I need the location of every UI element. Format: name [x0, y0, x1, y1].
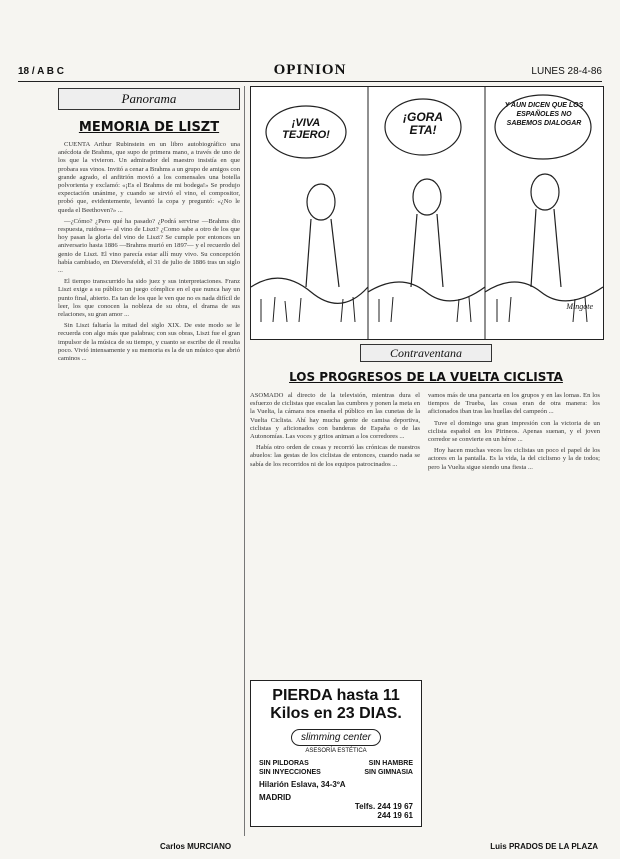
ad-features-row-2	[259, 769, 413, 776]
ad-brand: slimming center	[291, 729, 381, 746]
ad-headline-2: Kilos en 23 DIAS.	[270, 705, 402, 722]
ad-feature: SIN HAMBRE	[368, 760, 413, 767]
ad-phone: 244 19 61	[377, 811, 413, 820]
paragraph: El tiempo transcurrido ha sido juez y sus interpretaciones. Franz Liszt exige a su público un juego cómplice en el que nunca hay un punto final, abierto. Es tan de los que le ven que no es nada difícil de leer, los que conocen la nobleza de su obra, el drama de sus relaciones, su gran amor ...	[58, 278, 240, 319]
right-column-2	[428, 392, 600, 475]
paragraph: Sin Liszt faltaría la mitad del siglo XIX. De este modo se le recuerda con algo más que palabras; con sus obras, Liszt fue el gran impulsor de la música de su tiempo, y cuanto se escribe de él resulta poco. Vivió intensamente y su memoria es la de un músico que abrió caminos ...	[58, 322, 240, 363]
bubble-3: Y AUN DICEN QUE LOS ESPAÑOLES NO SABEMOS DIALOGAR	[504, 102, 584, 127]
left-column	[58, 88, 240, 366]
paragraph: —¿Cómo? ¿Pero qué ha pasado? ¿Podrá servirse —Brahms dio respuesta, ruidosa— al vino de Liszt? ¿Como sabe a otro de los que hoy pasan la gloria del vino de Liszt? Se cumple por entonces un aniversario hasta 1886 —Brahms murió en 1897— y el recuerdo del genio de Liszt. El vino parecía estar allí muy vivo. Su concepción había cambiado, en Dieversfeldt, el 31 de julio de 1886 tras un siglo ...	[58, 217, 240, 275]
right-signature: Luis PRADOS DE LA PLAZA	[490, 842, 598, 851]
advertisement	[250, 680, 422, 827]
paragraph: Hoy hacen muchas veces los ciclistas un poco el papel de los actores en la pantalla. Es la vida, la del ciclismo y la de todos; pero la Vuelta sigue siendo una fiesta ...	[428, 447, 600, 471]
article-title: MEMORIA DE LISZT	[78, 120, 220, 135]
contraventana-label: Contraventana	[360, 344, 492, 362]
header-rule	[18, 81, 602, 82]
ad-phone: Telfs. 244 19 67	[354, 802, 413, 811]
page-number: 18 / A B C	[18, 66, 64, 77]
ad-features-row-1	[259, 760, 413, 767]
section-title: OPINION	[273, 62, 347, 78]
article-body	[58, 141, 240, 363]
ad-feature: SIN INYECCIONES	[259, 769, 321, 776]
comic-strip	[250, 86, 604, 340]
date: LUNES 28-4-86	[531, 66, 602, 77]
bubble-1: ¡VIVA TEJERO!	[282, 117, 330, 141]
ad-subtitle: ASESORÍA ESTÉTICA	[305, 748, 367, 754]
paragraph: Tuve el domingo una gran impresión con la victoria de un ciclista español en los Pirineos. Apenas suenan, y el joven corredor se convierte en un héroe ...	[428, 419, 600, 444]
ad-address: Hilarión Eslava, 34-3ºA	[259, 780, 346, 789]
right-column-1	[250, 392, 420, 472]
page-header	[18, 62, 602, 80]
paragraph: CUENTA Arthur Rubinstein en un libro autobiográfico una anécdota de Brahms, que supo de primera mano, a través de uno de los que la vivieron. Un admirador del maestro insistía en que probara sus vinos. Invitó a cenar a Brahms a un grupo de amigos con grande agrado, el anfitrión movió a los comensales una botella polvorienta y exclamó: «¡Es el Brahms de mi bodega!» Se produjo expectación unánime, y cuando se sirvió el vino, el compositor, probó que, evidentemente, levantó la copa y preguntó: «¿No le queda el Beethoven?» ...	[58, 141, 241, 214]
article-title-right: LOS PROGRESOS DE LA VUELTA CICLISTA	[289, 370, 563, 384]
paragraph: Había otro orden de cosas y recorrió las crónicas de nuestros abuelos: las gestas de los ciclistas de entonces, cuando nada se sabía de los recorridos ni de los equipos patrocinados ...	[250, 444, 420, 468]
left-signature: Carlos MURCIANO	[160, 842, 232, 851]
paragraph: vamos más de una pancarta en los grupos y en las lomas. En los tiempos de Trueba, las cosas eran de otra manera: los aficionados iban tras las huellas del campeón ...	[428, 392, 600, 416]
paragraph: ASOMADO al directo de la televisión, mientras dura el esfuerzo de ciclistas que escalan las cumbres y ponen la meta en la Vuelta, la cámara nos enseña el público en las cunetas de la Vuelta Ciclista. Ahí hay mucha gente de camisa deportiva, ciclistas y aficionados con banderas de España o de las Autonomías. Las voces y gritos animan a los corredores ...	[250, 392, 420, 441]
ad-feature: SIN GIMNASIA	[364, 769, 413, 776]
panorama-label: Panorama	[58, 88, 240, 110]
ad-city: MADRID	[259, 793, 291, 802]
artist-signature: Mingote	[566, 302, 593, 311]
column-divider	[244, 86, 245, 836]
ad-headline-1: PIERDA hasta 11	[272, 687, 400, 704]
ad-feature: SIN PILDORAS	[259, 760, 309, 767]
bubble-2: ¡GORA ETA!	[403, 110, 443, 137]
